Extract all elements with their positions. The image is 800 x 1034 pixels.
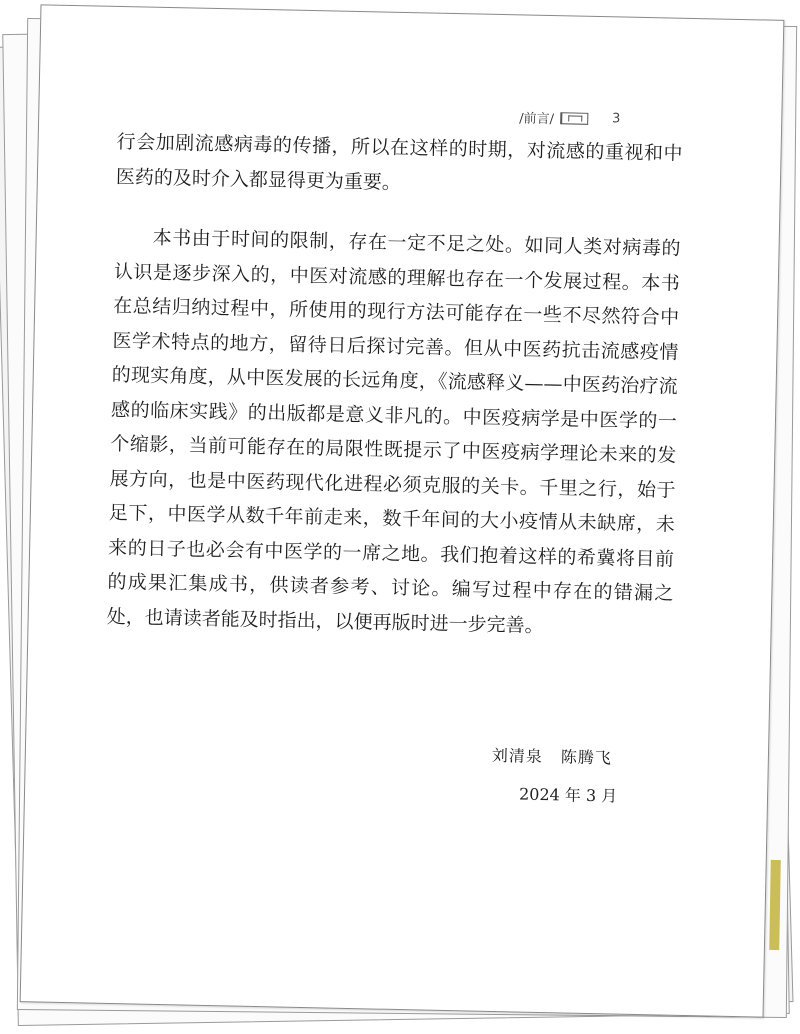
book-cover-edge xyxy=(769,860,781,950)
author-name: 刘清泉 xyxy=(491,745,544,767)
signature-date: 2024 年 3 月 xyxy=(518,784,618,806)
running-header xyxy=(519,107,620,128)
body-text xyxy=(106,125,683,646)
paragraph: 本书由于时间的限制，存在一定不足之处。如同人类对病毒的认识是逐步深入的，中医对流感的理解也存在一个发展过程。本书在总结归纳过程中，所使用的现行方法可能存在一些不尽然符合中医学术特点的地方，留待日后探讨完善。但从中医药抗击流感疫情的现实角度，从中医发展的长远角度，《流感释义——中医药治疗流感的临床实践》的出版都是意义非凡的。中医疫病学是中医学的一个缩影，当前可能存在的局限性既提示了中医疫病学理论未来的发展方向，也是中医药现代化进程必须克服的关卡。千里之行，始于足下，中医学从数千年前走来，数千年间的大小疫情从未缺席，未来的日子也必会有中医学的一席之地。我们抱着这样的希冀将目前的成果汇集成书，供读者参考、讨论。编写过程中存在的错漏之处，也请读者能及时指出，以便再版时进一步完善。 xyxy=(106,226,681,637)
ornament-icon xyxy=(560,112,588,125)
document-page xyxy=(20,4,785,1017)
author-signature xyxy=(492,743,612,769)
paragraph: 行会加剧流感病毒的传播，所以在这样的时期，对流感的重视和中医药的及时介入都显得更为重要。 xyxy=(115,130,683,194)
author-name: 陈腾飞 xyxy=(560,747,613,768)
section-label: /前言/ xyxy=(519,111,555,128)
page-number: 3 xyxy=(611,111,621,127)
